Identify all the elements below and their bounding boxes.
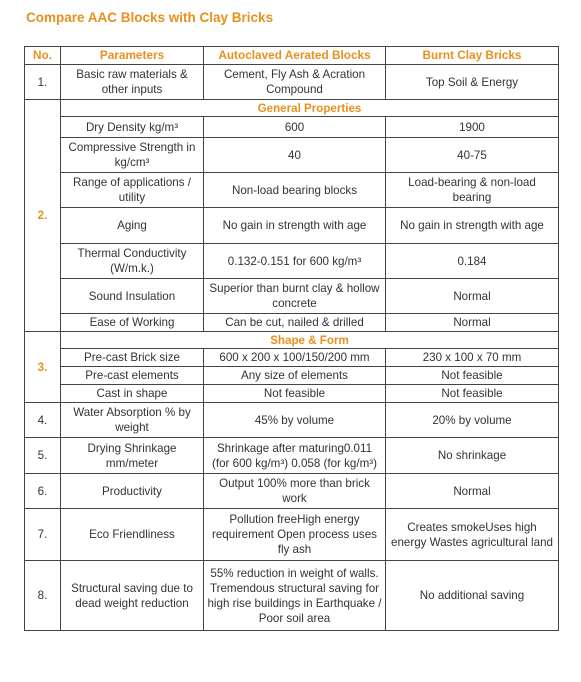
- aac-cell: Not feasible: [204, 385, 386, 403]
- table-row: [25, 208, 559, 244]
- aac-cell: 600: [204, 117, 386, 138]
- table-row: [25, 403, 559, 438]
- table-row: [25, 561, 559, 631]
- table-row: [25, 314, 559, 332]
- clay-cell: Top Soil & Energy: [386, 65, 559, 100]
- table-row: [25, 349, 559, 367]
- clay-cell: 1900: [386, 117, 559, 138]
- header-aac: Autoclaved Aerated Blocks: [204, 47, 386, 65]
- section-row: [25, 100, 559, 117]
- clay-cell: Creates smokeUses high energy Wastes agricultural land: [386, 509, 559, 561]
- parameter-cell: Basic raw materials & other inputs: [61, 65, 204, 100]
- table-row: [25, 367, 559, 385]
- aac-cell: 0.132-0.151 for 600 kg/m³: [204, 244, 386, 279]
- parameter-cell: Compressive Strength in kg/cm³: [61, 138, 204, 173]
- parameter-cell: Water Absorption % by weight: [61, 403, 204, 438]
- parameter-cell: Sound Insulation: [61, 279, 204, 314]
- parameter-cell: Productivity: [61, 474, 204, 509]
- row-number: 1.: [25, 65, 61, 100]
- row-number: 6.: [25, 474, 61, 509]
- parameter-cell: Thermal Conductivity (W/m.k.): [61, 244, 204, 279]
- parameter-cell: Drying Shrinkage mm/meter: [61, 438, 204, 474]
- row-number: 5.: [25, 438, 61, 474]
- aac-cell: 55% reduction in weight of walls. Tremendous structural saving for high rise buildings in Earthquake / Poor soil area: [204, 561, 386, 631]
- section-heading: General Properties: [61, 100, 559, 117]
- parameter-cell: Pre-cast Brick size: [61, 349, 204, 367]
- section-row: [25, 332, 559, 349]
- aac-cell: Cement, Fly Ash & Acration Compound: [204, 65, 386, 100]
- clay-cell: 40-75: [386, 138, 559, 173]
- parameter-cell: Pre-cast elements: [61, 367, 204, 385]
- clay-cell: Not feasible: [386, 367, 559, 385]
- aac-cell: Can be cut, nailed & drilled: [204, 314, 386, 332]
- clay-cell: 230 x 100 x 70 mm: [386, 349, 559, 367]
- parameter-cell: Cast in shape: [61, 385, 204, 403]
- row-number: 4.: [25, 403, 61, 438]
- clay-cell: No additional saving: [386, 561, 559, 631]
- parameter-cell: Structural saving due to dead weight reduction: [61, 561, 204, 631]
- aac-cell: No gain in strength with age: [204, 208, 386, 244]
- table-row: [25, 474, 559, 509]
- parameter-cell: Dry Density kg/m³: [61, 117, 204, 138]
- comparison-table: [24, 46, 559, 631]
- table-row: [25, 138, 559, 173]
- clay-cell: Normal: [386, 474, 559, 509]
- table-row: [25, 173, 559, 208]
- clay-cell: Normal: [386, 314, 559, 332]
- header-row: [25, 47, 559, 65]
- header-clay: Burnt Clay Bricks: [386, 47, 559, 65]
- table-row: [25, 509, 559, 561]
- table-row: [25, 279, 559, 314]
- aac-cell: 40: [204, 138, 386, 173]
- clay-cell: 20% by volume: [386, 403, 559, 438]
- table-row: [25, 244, 559, 279]
- parameter-cell: Ease of Working: [61, 314, 204, 332]
- clay-cell: No gain in strength with age: [386, 208, 559, 244]
- aac-cell: 45% by volume: [204, 403, 386, 438]
- aac-cell: Shrinkage after maturing0.011 (for 600 kg/m³) 0.058 (for kg/m³): [204, 438, 386, 474]
- table-row: [25, 385, 559, 403]
- clay-cell: Normal: [386, 279, 559, 314]
- aac-cell: Output 100% more than brick work: [204, 474, 386, 509]
- clay-cell: Not feasible: [386, 385, 559, 403]
- section-heading: Shape & Form: [61, 332, 559, 349]
- header-no: No.: [25, 47, 61, 65]
- row-number: 8.: [25, 561, 61, 631]
- aac-cell: Non-load bearing blocks: [204, 173, 386, 208]
- header-parameters: Parameters: [61, 47, 204, 65]
- page-title: Compare AAC Blocks with Clay Bricks: [26, 10, 274, 25]
- parameter-cell: Range of applications / utility: [61, 173, 204, 208]
- clay-cell: No shrinkage: [386, 438, 559, 474]
- aac-cell: Superior than burnt clay & hollow concrete: [204, 279, 386, 314]
- clay-cell: 0.184: [386, 244, 559, 279]
- parameter-cell: Aging: [61, 208, 204, 244]
- table-row: [25, 438, 559, 474]
- clay-cell: Load-bearing & non-load bearing: [386, 173, 559, 208]
- parameter-cell: Eco Friendliness: [61, 509, 204, 561]
- row-number: 2.: [25, 100, 61, 332]
- row-number: 7.: [25, 509, 61, 561]
- table-row: [25, 117, 559, 138]
- aac-cell: Pollution freeHigh energy requirement Open process uses fly ash: [204, 509, 386, 561]
- table-row: [25, 65, 559, 100]
- row-number: 3.: [25, 332, 61, 403]
- aac-cell: 600 x 200 x 100/150/200 mm: [204, 349, 386, 367]
- aac-cell: Any size of elements: [204, 367, 386, 385]
